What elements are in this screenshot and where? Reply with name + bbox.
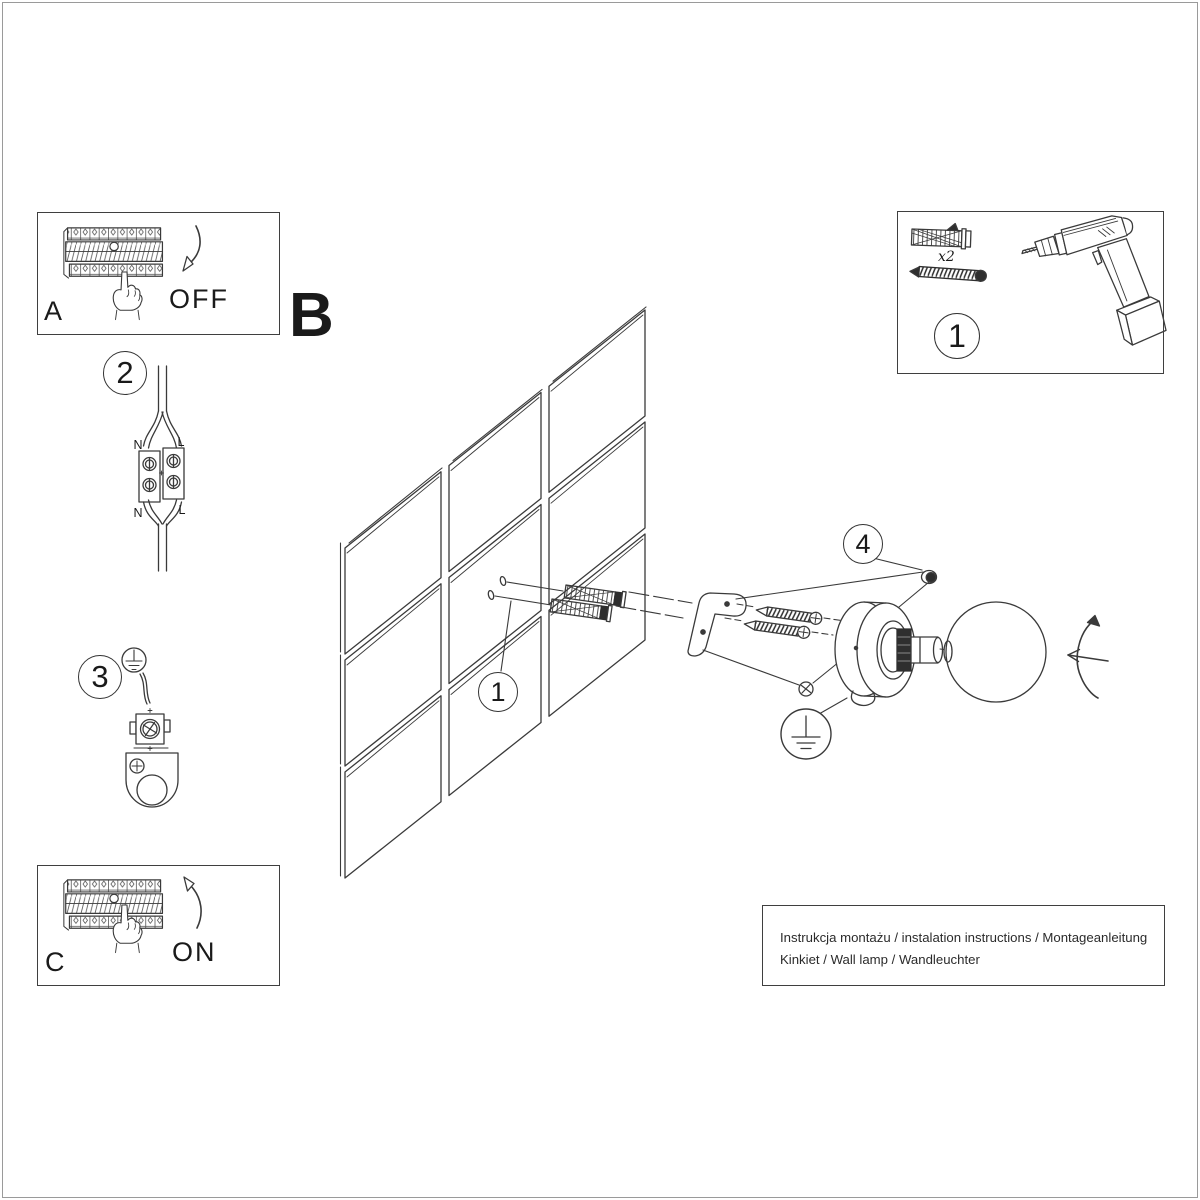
rotate-to-fix-arrow-icon	[1068, 616, 1108, 699]
callout-tools-1: 1	[934, 313, 980, 359]
panel-power-off-box	[37, 212, 280, 335]
tools-box	[897, 211, 1164, 374]
callout-step-2: 2	[103, 351, 147, 395]
lamp-socket	[897, 629, 911, 671]
title-block	[762, 905, 1165, 986]
off-label: OFF	[169, 284, 229, 314]
box-c-label: C	[45, 947, 65, 977]
section-b-label: B	[289, 281, 334, 350]
grounding-diagram	[122, 648, 178, 807]
lamp-base-icon	[835, 602, 943, 706]
wire-l-top-label: L	[177, 435, 185, 449]
panel-power-on-box	[37, 865, 280, 986]
plug-quantity-label: x2	[938, 249, 955, 265]
wire-n-top-label: N	[133, 438, 143, 452]
callout-step-3: 3	[78, 655, 122, 699]
callout-wall-1: 1	[478, 672, 518, 712]
callout-step-4: 4	[843, 524, 883, 564]
mounting-bracket-icon	[688, 593, 746, 656]
title-line-1: Instrukcja montażu / instalation instructions / Montageanleitung	[780, 930, 1148, 945]
box-a-label: A	[44, 296, 63, 326]
mounting-plate	[126, 753, 178, 807]
glass-ball-icon	[946, 602, 1046, 702]
ground-symbol-icon	[781, 698, 847, 759]
wire-l-bottom-label: L	[178, 503, 186, 517]
title-line-2: Kinkiet / Wall lamp / Wandleuchter	[780, 952, 980, 967]
wire-n-bottom-label: N	[133, 506, 143, 520]
wiring-diagram	[139, 366, 184, 571]
on-label: ON	[172, 937, 217, 967]
